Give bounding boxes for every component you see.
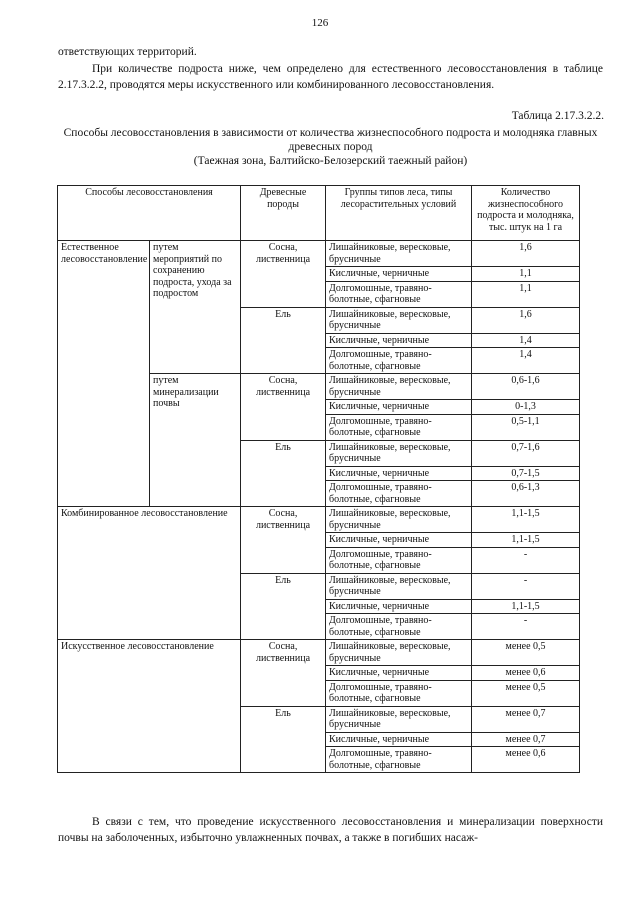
forest-group-cell: Кисличные, черничные [326, 400, 472, 415]
table-row [58, 241, 580, 267]
forest-group-cell: Долгомошные, травяно-болотные, сфагновые [326, 481, 472, 507]
header-forest-groups: Группы типов леса, типы лесорастительных условий [326, 186, 472, 241]
forest-group-cell: Лишайниковые, вересковые, брусничные [326, 507, 472, 533]
table-subtitle: (Таежная зона, Балтийско-Белозерский таежный район) [193, 155, 468, 167]
table-number: Таблица 2.17.3.2.2. [511, 110, 604, 122]
quantity-cell: менее 0,5 [472, 640, 580, 666]
forest-group-cell: Кисличные, черничные [326, 267, 472, 282]
table-title-block [58, 126, 603, 168]
species-cell: Ель [241, 440, 326, 507]
forest-group-cell: Долгомошные, травяно-болотные, сфагновые [326, 747, 472, 773]
quantity-cell: 0,7-1,6 [472, 440, 580, 466]
quantity-cell: - [472, 573, 580, 599]
quantity-cell: 0-1,3 [472, 400, 580, 415]
species-cell: Ель [241, 706, 326, 773]
species-cell: Сосна, лиственница [241, 507, 326, 574]
quantity-cell: 0,6-1,3 [472, 481, 580, 507]
forest-group-cell: Кисличные, черничные [326, 732, 472, 747]
quantity-cell: 1,1-1,5 [472, 533, 580, 548]
quantity-cell: 1,4 [472, 333, 580, 348]
quantity-cell: 1,1 [472, 267, 580, 282]
quantity-cell: менее 0,7 [472, 732, 580, 747]
forest-group-cell: Лишайниковые, вересковые, брусничные [326, 640, 472, 666]
forest-group-cell: Лишайниковые, вересковые, брусничные [326, 573, 472, 599]
forest-group-cell: Лишайниковые, вересковые, брусничные [326, 307, 472, 333]
quantity-cell: 0,6-1,6 [472, 374, 580, 400]
quantity-cell: 1,6 [472, 307, 580, 333]
header-method: Способы лесовосстановления [58, 186, 241, 241]
method-natural: Естественное лесовосстановление [58, 241, 150, 507]
table-title: Способы лесовосстановления в зависимости от количества жизнеспособного подроста и молодняка главных древесных пород [63, 127, 598, 153]
species-cell: Ель [241, 573, 326, 640]
method-artificial: Искусственное лесовосстановление [58, 640, 241, 773]
table-header-row [58, 186, 580, 241]
quantity-cell: 1,4 [472, 348, 580, 374]
quantity-cell: 0,7-1,5 [472, 466, 580, 481]
species-cell: Ель [241, 307, 326, 374]
quantity-cell: - [472, 547, 580, 573]
reforestation-table [57, 185, 580, 773]
forest-group-cell: Кисличные, черничные [326, 333, 472, 348]
species-cell: Сосна, лиственница [241, 374, 326, 441]
quantity-cell: 0,5-1,1 [472, 414, 580, 440]
quantity-cell: 1,1-1,5 [472, 599, 580, 614]
quantity-cell: менее 0,5 [472, 680, 580, 706]
table-row [58, 507, 580, 533]
quantity-cell: 1,1 [472, 281, 580, 307]
forest-group-cell: Кисличные, черничные [326, 533, 472, 548]
forest-group-cell: Долгомошные, травяно-болотные, сфагновые [326, 281, 472, 307]
forest-group-cell: Долгомошные, травяно-болотные, сфагновые [326, 547, 472, 573]
quantity-cell: менее 0,6 [472, 666, 580, 681]
forest-group-cell: Лишайниковые, вересковые, брусничные [326, 241, 472, 267]
forest-group-cell: Лишайниковые, вересковые, брусничные [326, 374, 472, 400]
method-combined: Комбинированное лесовосстановление [58, 507, 241, 640]
header-species: Древесные породы [241, 186, 326, 241]
forest-group-cell: Лишайниковые, вересковые, брусничные [326, 440, 472, 466]
forest-group-cell: Долгомошные, травяно-болотные, сфагновые [326, 680, 472, 706]
quantity-cell: 1,1-1,5 [472, 507, 580, 533]
quantity-cell: менее 0,6 [472, 747, 580, 773]
quantity-cell: 1,6 [472, 241, 580, 267]
forest-group-cell: Кисличные, черничные [326, 599, 472, 614]
forest-group-cell: Кисличные, черничные [326, 666, 472, 681]
forest-group-cell: Долгомошные, травяно-болотные, сфагновые [326, 614, 472, 640]
paragraph-continuation: ответствующих территорий. [58, 46, 197, 58]
quantity-cell: менее 0,7 [472, 706, 580, 732]
forest-group-cell: Долгомошные, травяно-болотные, сфагновые [326, 348, 472, 374]
quantity-cell: - [472, 614, 580, 640]
forest-group-cell: Кисличные, черничные [326, 466, 472, 481]
header-quantity: Количество жизнеспособного подроста и молодняка, тыс. штук на 1 га [472, 186, 580, 241]
forest-group-cell: Лишайниковые, вересковые, брусничные [326, 706, 472, 732]
page-number: 126 [311, 17, 329, 29]
paragraph-bottom: В связи с тем, что проведение искусственного лесовосстановления и минерализации поверхности почвы на заболоченных, избыточно увлажненных почвах, а также в погибших насаж- [58, 816, 603, 844]
species-cell: Сосна, лиственница [241, 640, 326, 707]
table-row [58, 640, 580, 666]
submethod-preservation: путем мероприятий по сохранению подроста, ухода за подростом [150, 241, 241, 374]
forest-group-cell: Долгомошные, травяно-болотные, сфагновые [326, 414, 472, 440]
species-cell: Сосна, лиственница [241, 241, 326, 308]
submethod-mineralization: путем минерализации почвы [150, 374, 241, 507]
paragraph-intro: При количестве подроста ниже, чем определено для естественного лесовосстановления в таблице 2.17.3.2.2, проводятся меры искусственного или комбинированного лесовосстановления. [58, 63, 603, 91]
